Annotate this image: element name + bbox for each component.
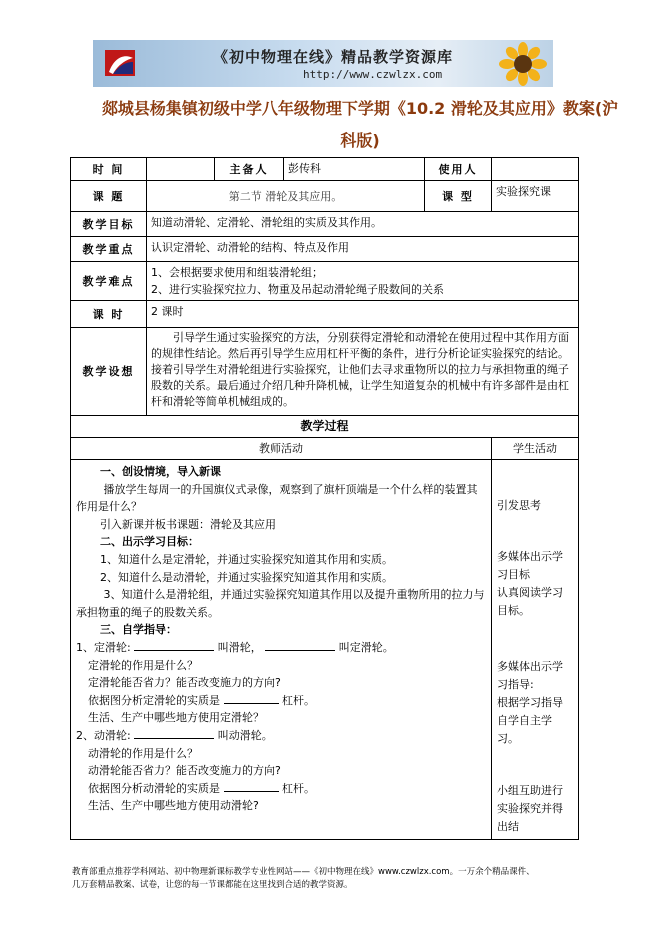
goal-item-3: 3、知道什么是滑轮组，并通过实验探究知道其作用以及提升重物所用的拉力与承担物重的绳子的股数关系。 [76,588,485,619]
fixed-pulley-q3: 定滑轮能否省力？能否改变施力的方向? [88,676,281,690]
fixed-pulley-q4: 依据图分析定滑轮的实质是 杠杆。 [88,693,315,707]
document-title-line2: 科版) [340,131,380,150]
movable-pulley-q4: 依据图分析动滑轮的实质是 杠杆。 [88,781,315,795]
student-note-4: 多媒体出示学习指导: [497,660,563,691]
answer-blank[interactable] [265,639,335,651]
student-note-2: 多媒体出示学习目标 [497,550,563,581]
movable-pulley-q2: 动滑轮的作用是什么？ [88,746,198,760]
section-1-para-2: 引入新课并板书课题：滑轮及其应用 [100,517,276,531]
banner-title: 《初中物理在线》精品教学资源库 [213,48,454,66]
sunflower-icon [499,42,547,86]
answer-blank[interactable] [224,692,279,704]
user-label: 使用人 [425,158,492,181]
section-2-title: 二、出示学习目标： [100,535,199,549]
fixed-pulley-q2: 定滑轮的作用是什么？ [88,658,198,672]
key-point-label: 教学重点 [71,237,147,262]
time-label: 时 间 [71,158,147,181]
banner-url[interactable]: http://www.czwlzx.com [303,68,443,81]
footer-line-2: 几万套精品教案、试卷，让您的每一节课都能在这里找到合适的教学资源。 [72,880,353,890]
goal-label: 教学目标 [71,212,147,237]
section-1-title: 一、创设情境，导入新课 [100,465,221,478]
student-note-3: 认真阅读学习目标。 [497,586,563,617]
teacher-activity-cell [71,460,492,840]
preparer-value: 彭传科 [284,158,425,181]
student-note-1: 引发思考 [497,499,541,512]
process-title: 教学过程 [71,416,579,438]
section-3-title: 三、自学指导： [100,623,177,637]
answer-blank[interactable] [224,780,279,792]
key-point-value: 认识定滑轮、动滑轮的结构、特点及作用 [147,237,579,262]
topic-value: 第二节 滑轮及其应用。 [147,181,425,212]
goal-item-1: 1、知道什么是定滑轮，并通过实验探究知道其作用和实质。 [100,552,393,566]
design-label: 教学设想 [71,328,147,416]
site-logo-icon [103,46,137,80]
document-title-line1: 郯城县杨集镇初级中学八年级物理下学期《10.2 滑轮及其应用》教案(沪 [101,99,619,118]
design-value: 引导学生通过实验探究的方法，分别获得定滑轮和动滑轮在使用过程中其作用方面的规律性结论。然后再引导学生应用杠杆平衡的条件，进行分析论证实验探究的结论。接着引导学生对滑轮组进行实验探究，让他们去寻求重物所以的拉力与承担物重的绳子股数的关系。最后通过介绍几种升降机械，让学生知道复杂的机械中有许多部件是由杠杆和滑轮等简单机械组成的。 [147,328,579,416]
goal-item-2: 2、知道什么是动滑轮，并通过实验探究知道其作用和实质。 [100,570,393,584]
answer-blank[interactable] [134,639,214,651]
page-footer [72,866,592,892]
type-label: 课 型 [425,181,492,212]
header-banner [93,40,553,87]
movable-pulley-question: 2、动滑轮: 叫动滑轮。 [76,728,273,742]
difficulty-item-2: 2、进行实验探究拉力、物重及吊起动滑轮绳子股数间的关系 [151,283,444,296]
student-activity-header: 学生活动 [492,438,579,460]
teacher-activity-header: 教师活动 [71,438,492,460]
topic-label: 课 题 [71,181,147,212]
user-value [492,158,579,181]
difficulty-label: 教学难点 [71,262,147,301]
footer-line-1: 教育部重点推荐学科网站、初中物理新课标教学专业性网站——《初中物理在线》www.czwlzx.com。一万余个精品课件、 [72,867,535,877]
fixed-pulley-question: 1、定滑轮: 叫滑轮， 叫定滑轮。 [76,640,394,654]
fixed-pulley-q5: 生活、生产中哪些地方使用定滑轮？ [88,711,264,725]
student-note-6: 小组互助进行实验探究并得出结 [497,784,563,833]
answer-blank[interactable] [134,727,214,739]
goal-value: 知道动滑轮、定滑轮、滑轮组的实质及其作用。 [147,212,579,237]
student-activity-cell [492,460,579,840]
section-1-para-1: 播放学生每周一的升国旗仪式录像，观察到了旗杆顶端是一个什么样的装置其作用是什么？ [76,482,478,514]
difficulty-value [147,262,579,301]
lesson-plan-table [70,157,579,840]
preparer-label: 主备人 [215,158,284,181]
difficulty-item-1: 1、会根据要求使用和组装滑轮组； [151,266,323,279]
movable-pulley-q3: 动滑轮能否省力？能否改变施力的方向? [88,764,281,778]
type-value: 实验探究课 [492,181,579,212]
period-label: 课 时 [71,301,147,328]
student-note-5: 根据学习指导自学自主学习。 [497,696,563,745]
period-value: 2 课时 [147,301,579,328]
time-value [147,158,215,181]
movable-pulley-q5: 生活、生产中哪些地方使用动滑轮? [88,799,259,813]
